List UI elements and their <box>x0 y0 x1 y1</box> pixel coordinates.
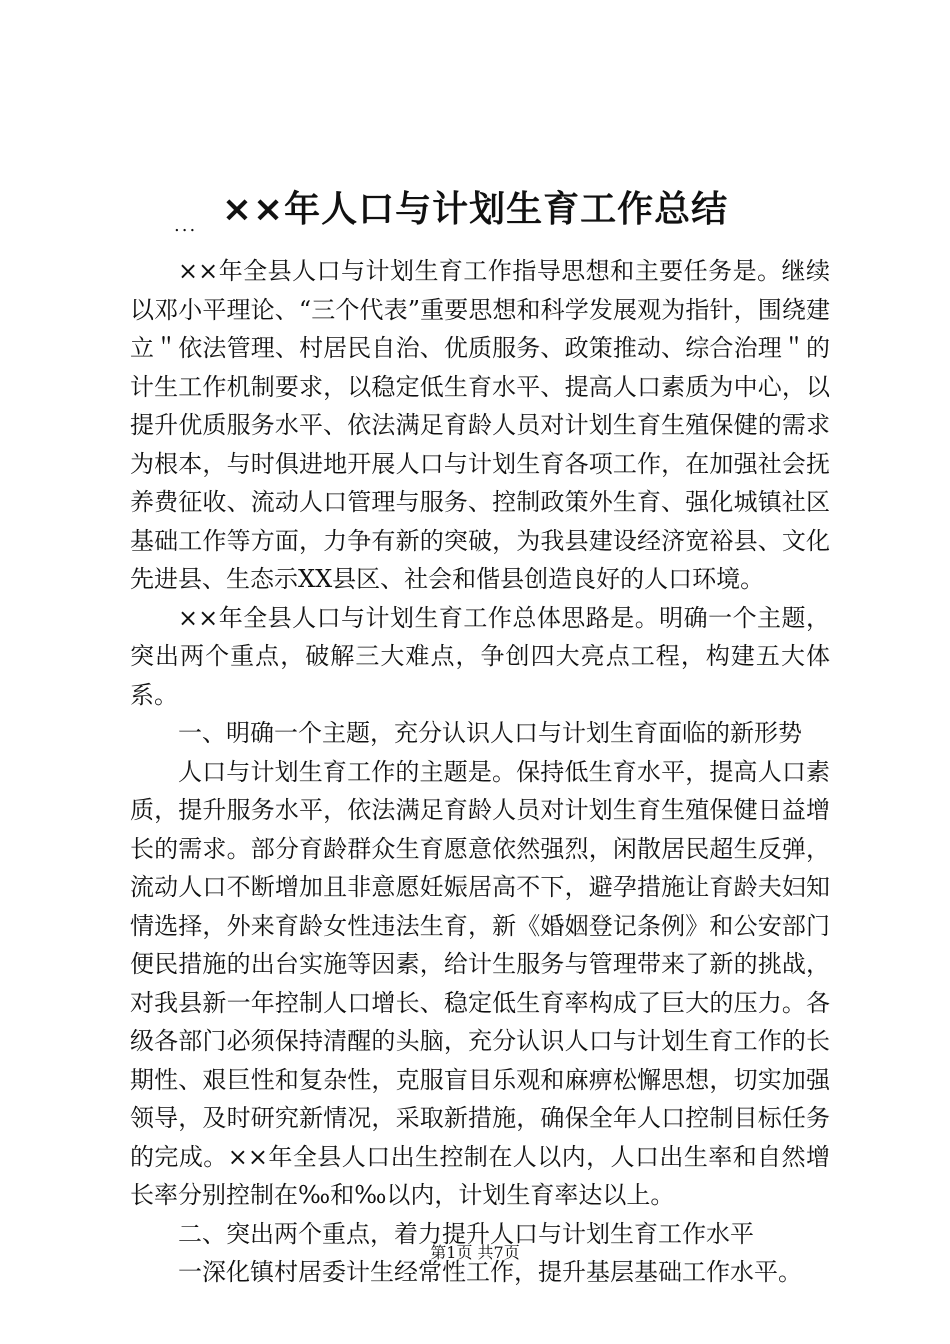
paragraph-theme: 人口与计划生育工作的主题是。保持低生育水平，提高人口素质，提升服务水平，依法满足育龄人员对计划生育生殖保健日益增长的需求。部分育龄群众生育愿意依然强烈，闲散居民超生反弹，流动人口不断增加且非意愿妊娠居高不下，避孕措施让育龄夫妇知情选择，外来育龄女性违法生育，新《婚姻登记条例》和公安部门便民措施的出台实施等因素，给计生服务与管理带来了新的挑战，对我县新一年控制人口增长、稳定低生育率构成了巨大的压力。各级各部门必须保持清醒的头脑，充分认识人口与计划生育工作的长期性、艰巨性和复杂性，克服盲目乐观和麻痹松懈思想，切实加强领导，及时研究新情况，采取新措施，确保全年人口控制目标任务的完成。××年全县人口出生控制在人以内，人口出生率和自然增长率分别控制在‰和‰以内，计划生育率达以上。 <box>130 757 830 1209</box>
page-number-footer: 第1页 共7页 <box>430 1243 520 1262</box>
paragraph-guiding-thought: ××年全县人口与计划生育工作指导思想和主要任务是。继续以邓小平理论、“三个代表”重要思想和科学发展观为指针，围绕建立＂依法管理、村居民自治、优质服务、政策推动、综合治理＂的计生工作机制要求，以稳定低生育水平、提高人口素质为中心，以提升优质服务水平、依法满足育龄人员对计划生育生殖保健的需求为根本，与时俱进地开展人口与计划生育各项工作，在加强社会抚养费征收、流动人口管理与服务、控制政策外生育、强化城镇社区基础工作等方面，力争有新的突破，为我县建设经济宽裕县、文化先进县、生态示XX县区、社会和偕县创造良好的人口环境。 <box>130 257 830 593</box>
paragraph-overall-approach: ××年全县人口与计划生育工作总体思路是。明确一个主题，突出两个重点，破解三大难点，争创四大亮点工程，构建五大体系。 <box>130 603 830 709</box>
ellipsis-mark: ... <box>174 215 198 236</box>
document-body <box>130 252 830 1292</box>
section-heading-two: 二、突出两个重点，着力提升人口与计划生育工作水平 <box>178 1219 754 1248</box>
document-title: ××年人口与计划生育工作总结 <box>221 189 729 230</box>
paragraph-subsection-one: 一深化镇村居委计生经常性工作，提升基层基础工作水平。 <box>178 1258 802 1286</box>
section-heading-one: 一、明确一个主题，充分认识人口与计划生育面临的新形势 <box>178 719 802 747</box>
